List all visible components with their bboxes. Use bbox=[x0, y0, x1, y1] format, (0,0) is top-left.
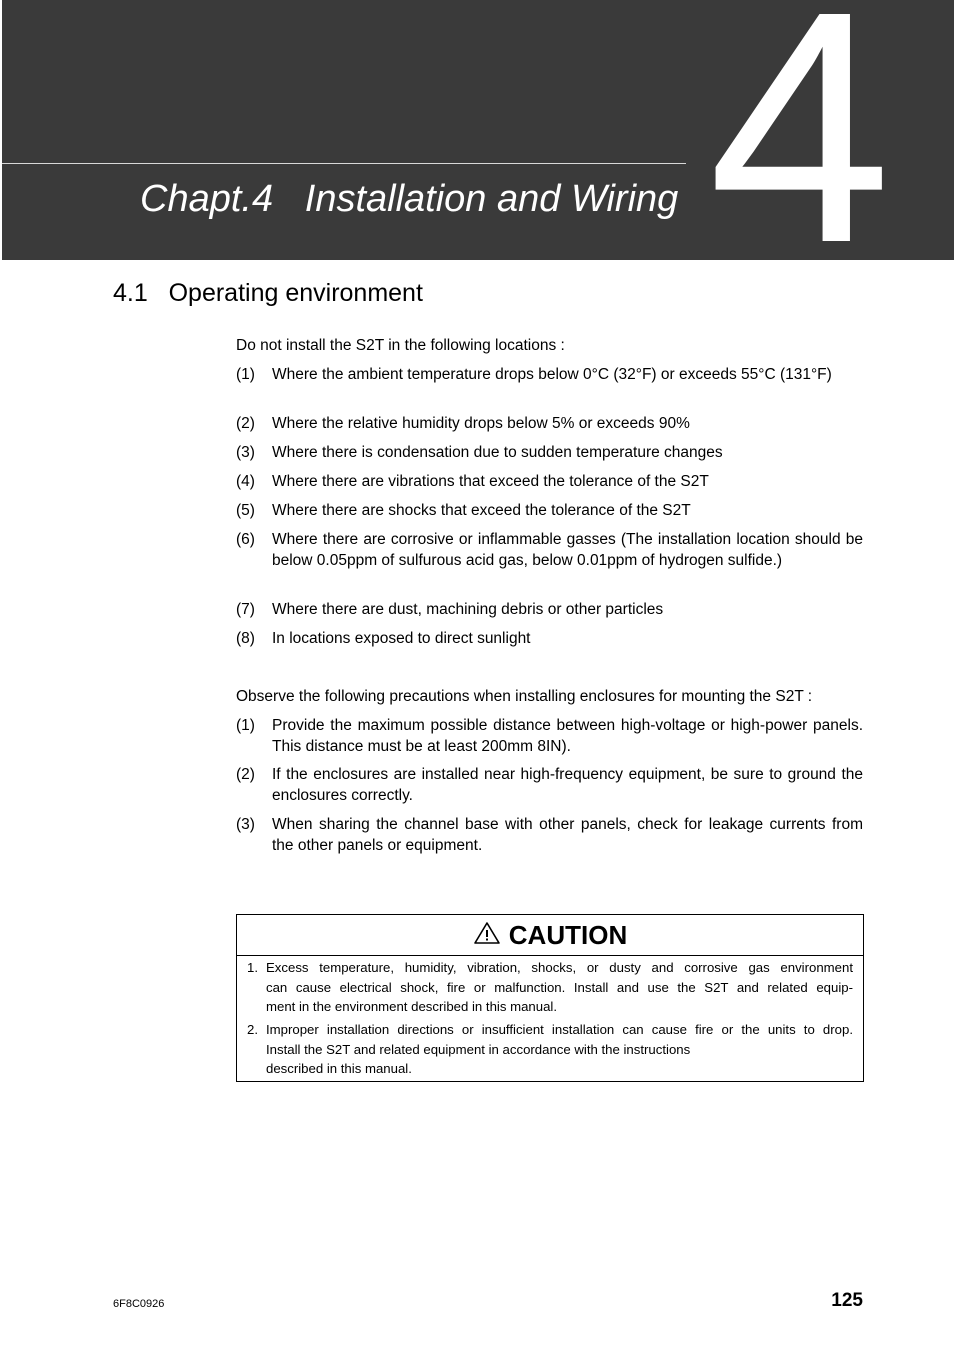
caution-item-text bbox=[266, 958, 853, 1017]
item-text: When sharing the channel base with other panels, check for leakage currents from the other panels or equipment. bbox=[272, 816, 863, 854]
item-text: Where there are vibrations that exceed the tolerance of the S2T bbox=[272, 473, 709, 490]
item-number: (1) bbox=[236, 366, 255, 383]
item-number: (6) bbox=[236, 531, 255, 548]
item-text: Where there are shocks that exceed the tolerance of the S2T bbox=[272, 502, 691, 519]
caution-line: described in this manual. bbox=[266, 1061, 412, 1076]
caution-item-number: 1. bbox=[247, 960, 258, 975]
item-number: (1) bbox=[236, 717, 255, 734]
document-code: 6F8C0926 bbox=[113, 1298, 165, 1310]
item-text: Where there are dust, machining debris or other particles bbox=[272, 601, 664, 618]
chapter-number: 4 bbox=[708, 0, 892, 260]
item-number: (5) bbox=[236, 502, 255, 519]
caution-line: can cause electrical shock, fire or malfunction. Install and use the S2T and related equip- bbox=[266, 979, 853, 995]
caution-title: CAUTION bbox=[508, 920, 628, 950]
item-number: (2) bbox=[236, 415, 255, 432]
item-number: (2) bbox=[236, 766, 255, 783]
header-rule bbox=[2, 163, 686, 164]
item-number: (7) bbox=[236, 601, 255, 618]
item-text: Provide the maximum possible distance between high-voltage or high-power panels. This distance must be at least 200mm 8IN). bbox=[272, 717, 863, 755]
item-number: (3) bbox=[236, 816, 255, 833]
section-heading: 4.1 Operating environment bbox=[113, 279, 423, 307]
item-text: Where there is condensation due to sudden temperature changes bbox=[272, 444, 723, 461]
item-text: Where the ambient temperature drops below 0°C (32°F) or exceeds 55°C (131°F) bbox=[272, 366, 832, 383]
warning-triangle-icon bbox=[473, 921, 501, 950]
precautions-intro: Observe the following precautions when installing enclosures for mounting the S2T : bbox=[236, 688, 813, 705]
caution-box bbox=[236, 914, 864, 1082]
item-number: (8) bbox=[236, 630, 255, 647]
caution-line: Install the S2T and related equipment in accordance with the instructions bbox=[266, 1041, 691, 1057]
item-number: (4) bbox=[236, 473, 255, 490]
caution-line: ment in the environment described in this manual. bbox=[266, 999, 558, 1014]
page-number: 125 bbox=[831, 1290, 863, 1311]
item-text: If the enclosures are installed near high-frequency equipment, be sure to ground the enclosures correctly. bbox=[272, 766, 863, 804]
chapter-header-banner bbox=[2, 0, 954, 260]
caution-line: Excess temperature, humidity, vibration, shocks, or dusty and corrosive gas environment bbox=[266, 960, 853, 975]
locations-intro: Do not install the S2T in the following locations : bbox=[236, 337, 565, 354]
caution-line: Improper installation directions or insufficient installation can cause fire or the units to drop. bbox=[266, 1022, 853, 1037]
item-number: (3) bbox=[236, 444, 255, 461]
caution-item-text bbox=[266, 1020, 853, 1079]
caution-item-number: 2. bbox=[247, 1022, 258, 1037]
item-text: Where there are corrosive or inflammable gasses (The installation location should be below 0.05ppm of sulfurous acid gas, below 0.01ppm of hydrogen sulfide.) bbox=[272, 531, 863, 569]
item-text: In locations exposed to direct sunlight bbox=[272, 630, 531, 647]
caution-header bbox=[237, 915, 863, 956]
item-text: Where the relative humidity drops below 5% or exceeds 90% bbox=[272, 415, 690, 432]
chapter-title: Chapt.4 Installation and Wiring bbox=[140, 178, 679, 220]
